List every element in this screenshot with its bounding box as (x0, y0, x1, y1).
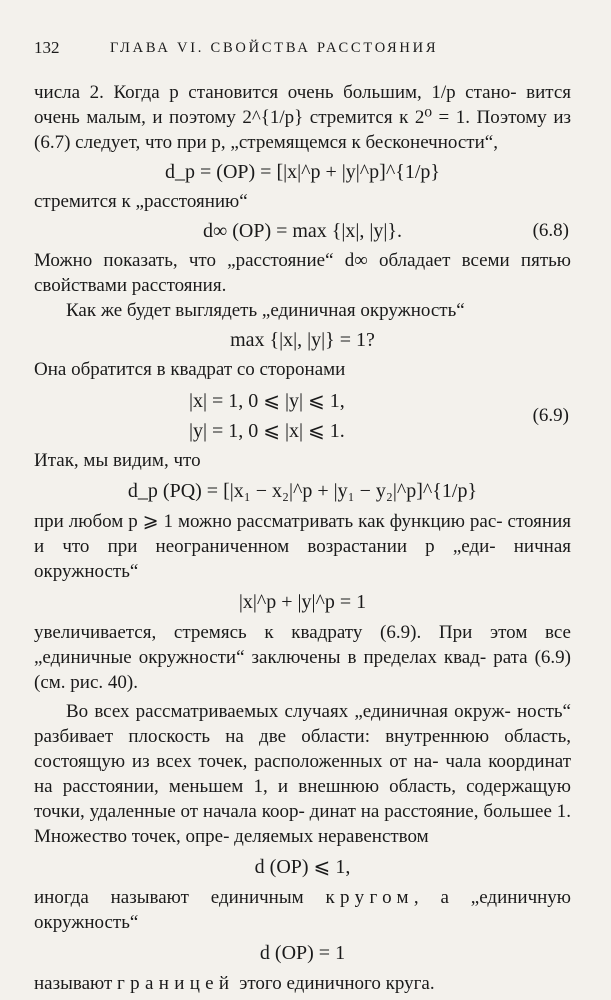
paragraph-11 (34, 971, 571, 996)
equation-boundary-text: d (OP) = 1 (259, 942, 346, 964)
equation-dp-text: d_p = (OP) = [|x|^p + |y|^p]^{1/p} (165, 161, 440, 183)
paragraph-10 (34, 885, 571, 935)
equation-boundary (34, 935, 571, 971)
paragraph-10-after: , а „единичную окружность“ (34, 887, 571, 933)
paragraph-7: при любом p ⩾ 1 можно рассматривать как функцию рас- стояния и что при неограниченном возрастании p „еди- ничная окружность“ (34, 511, 571, 582)
paragraph-5: Она обратится в квадрат со сторонами (34, 359, 346, 380)
equation-unit-circle (34, 584, 571, 620)
paragraph-11-after: этого единичного круга. (239, 973, 435, 994)
equation-dp (34, 155, 571, 189)
paragraph-11-before: называют (34, 973, 113, 994)
equation-disk-text: d (OP) ⩽ 1, (254, 856, 351, 878)
paragraph-10-before: иногда называют единичным (34, 887, 304, 908)
chapter-title: ГЛАВА VI. СВОЙСТВА РАССТОЯНИЯ (110, 40, 439, 56)
equation-square-line-1: |x| = 1, 0 ⩽ |y| ⩽ 1, (189, 390, 345, 412)
equation-number-6-9: (6.9) (532, 405, 569, 426)
equation-dinf (34, 214, 571, 248)
paragraph-2: стремится к „расстоянию“ (34, 191, 248, 212)
paragraph-8: увеличивается, стремясь к квадрату (6.9). При этом все „единичные окружности“ заключены в пределах квад- рата (6.9) (см. рис. 40). (34, 622, 571, 693)
equation-dpq (34, 473, 571, 509)
equation-unit-circle-text: |x|^p + |y|^p = 1 (238, 591, 367, 613)
term-krug: кругом (325, 887, 414, 908)
paragraph-1: числа 2. Когда p становится очень большим, 1/p стано- вится очень малым, и поэтому 2^{1/p} стремится к 2⁰ = 1. Поэтому из (6.7) следует, что при p, „стремящемся к бесконечности“, (34, 82, 571, 153)
term-granica: границей (117, 973, 235, 994)
page-number: 132 (34, 38, 60, 57)
equation-disk (34, 849, 571, 885)
equation-square-line-2: |y| = 1, 0 ⩽ |x| ⩽ 1. (189, 420, 345, 442)
paragraph-3: Можно показать, что „расстояние“ d∞ обладает всеми пятью свойствами расстояния. (34, 250, 571, 296)
equation-max (34, 323, 571, 357)
equation-number-6-8: (6.8) (532, 220, 569, 241)
equation-system-square (34, 386, 571, 448)
equation-dpq-text: d_p (PQ) = [|x₁ − x₂|^p + |y₁ − y₂|^p]^{1/p} (127, 480, 478, 502)
paragraph-4: Как же будет выглядеть „единичная окружность“ (66, 300, 465, 321)
equation-dinf-text: d∞ (OP) = max {|x|, |y|}. (202, 220, 403, 242)
running-head (34, 36, 579, 60)
equation-max-text: max {|x|, |y|} = 1? (230, 329, 375, 351)
page-body (34, 80, 571, 996)
paragraph-6: Итак, мы видим, что (34, 450, 201, 471)
paragraph-9: Во всех рассматриваемых случаях „единичная окруж- ность“ разбивает плоскость на две области: внутреннюю область, состоящую из всех точек, расположенных от на- чала координат на расстоянии, меньшем 1, и внешнюю область, содержащую точки, удаленные от начала коор- динат на расстояние, большее 1. Множество точек, опре- деляемых неравенством (34, 701, 571, 847)
